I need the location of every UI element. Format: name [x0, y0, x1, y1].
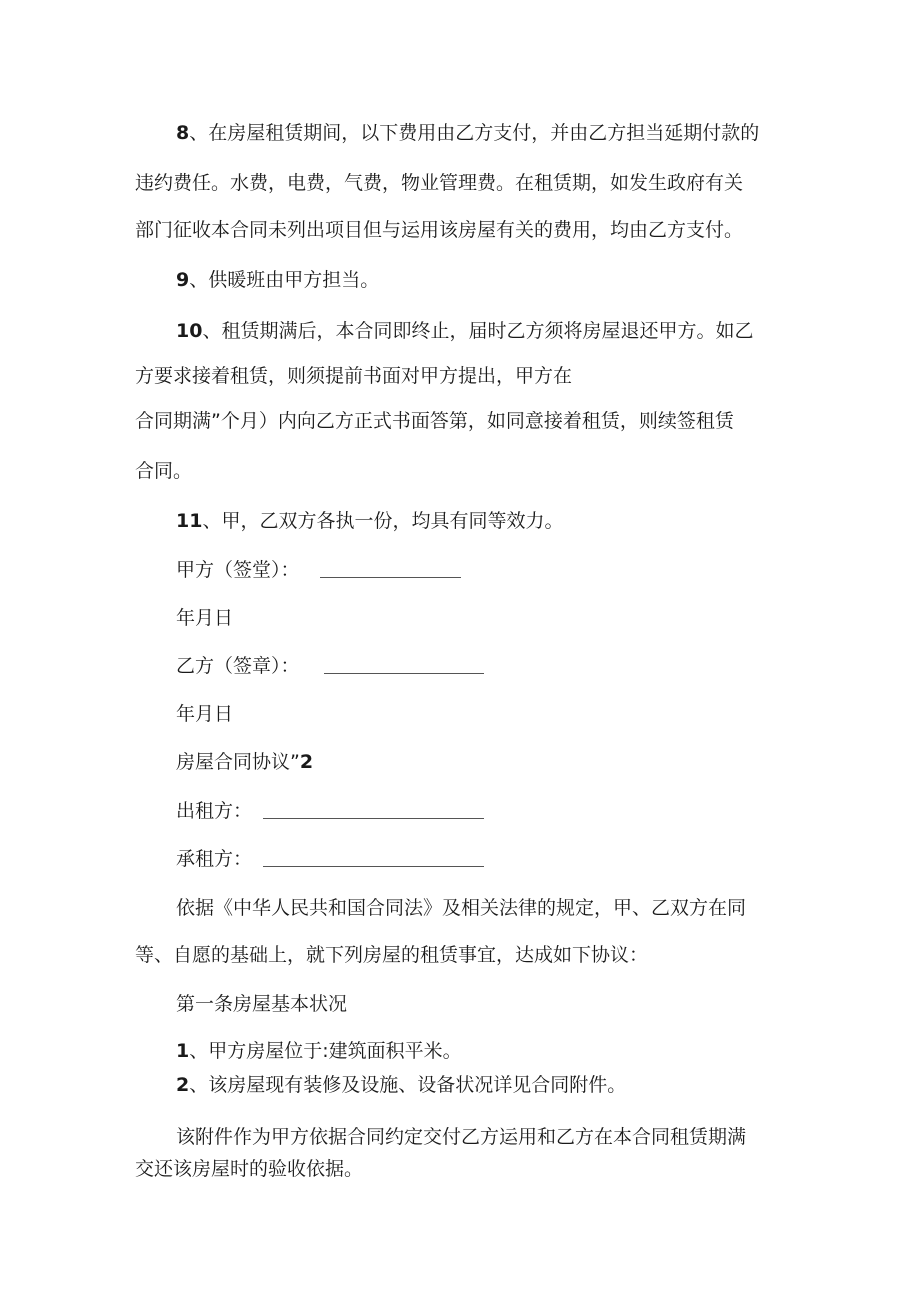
clause-10-line-4: 合同。 [135, 460, 193, 482]
party-a-date: 年月日 [176, 607, 234, 629]
item-number: 2 [176, 1074, 190, 1096]
annex-line-2: 交还该房屋时的验收依据。 [135, 1158, 364, 1180]
item-text: 、该房屋现有装修及设施、设备状况详见合同附件。 [189, 1074, 627, 1096]
clause-number: 10 [176, 320, 203, 342]
clause-text: 、甲，乙双方各执一份，均具有同等效力。 [202, 510, 564, 532]
preamble-line-1: 依据《中华人民共和国合同法》及相关法律的规定，甲、乙双方在同 [176, 897, 747, 919]
clause-number: 9 [176, 269, 190, 291]
party-a-signature-label: 甲方（签堂）： [176, 559, 300, 581]
item-1 [176, 1038, 462, 1064]
title-number: 2 [299, 751, 314, 773]
item-text: 、甲方房屋位于:建筑面积平米。 [189, 1040, 462, 1062]
clause-number: 11 [176, 510, 203, 532]
lessee-line [263, 866, 484, 867]
clause-number: 8 [176, 122, 190, 144]
document-2-title [176, 749, 313, 775]
clause-10-line-2: 方要求接着租赁，则须提前书面对甲方提出，甲方在 [135, 365, 573, 387]
clause-8-line-3: 部门征收本合同未列出项目但与运用该房屋有关的费用，均由乙方支付。 [135, 219, 744, 241]
clause-9 [176, 267, 379, 293]
clause-text: 、供暖班由甲方担当。 [189, 269, 380, 291]
article-1-heading: 第一条房屋基本状况 [176, 993, 348, 1015]
lessor-line [263, 818, 484, 819]
preamble-line-2: 等、自愿的基础上，就下列房屋的租赁事宜，达成如下协议： [135, 944, 649, 966]
clause-8-line-1 [176, 120, 759, 146]
lessee-label: 承租方： [176, 848, 253, 870]
party-b-signature-line [324, 673, 484, 674]
clause-8-line-2: 违约费任。水费，电费，气费，物业管理费。在租赁期，如发生政府有关 [135, 172, 744, 194]
clause-text: 、租赁期满后，本合同即终止，届时乙方须将房屋退还甲方。如乙 [202, 320, 754, 342]
party-b-date: 年月日 [176, 703, 234, 725]
item-number: 1 [176, 1040, 190, 1062]
lessor-label: 出租方： [176, 800, 253, 822]
clause-text: 、在房屋租赁期间，以下费用由乙方支付，并由乙方担当延期付款的 [189, 122, 760, 144]
title-text: 房屋合同协议” [176, 751, 300, 773]
clause-11 [176, 508, 563, 534]
clause-10-line-1 [176, 318, 753, 344]
party-a-signature-line [320, 577, 461, 578]
item-2 [176, 1072, 626, 1098]
annex-line-1: 该附件作为甲方依据合同约定交付乙方运用和乙方在本合同租赁期满 [176, 1126, 747, 1148]
clause-10-line-3: 合同期满”个月）内向乙方正式书面答第，如同意接着租赁，则续签租赁 [135, 410, 734, 432]
party-b-signature-label: 乙方（签章）： [176, 655, 300, 677]
